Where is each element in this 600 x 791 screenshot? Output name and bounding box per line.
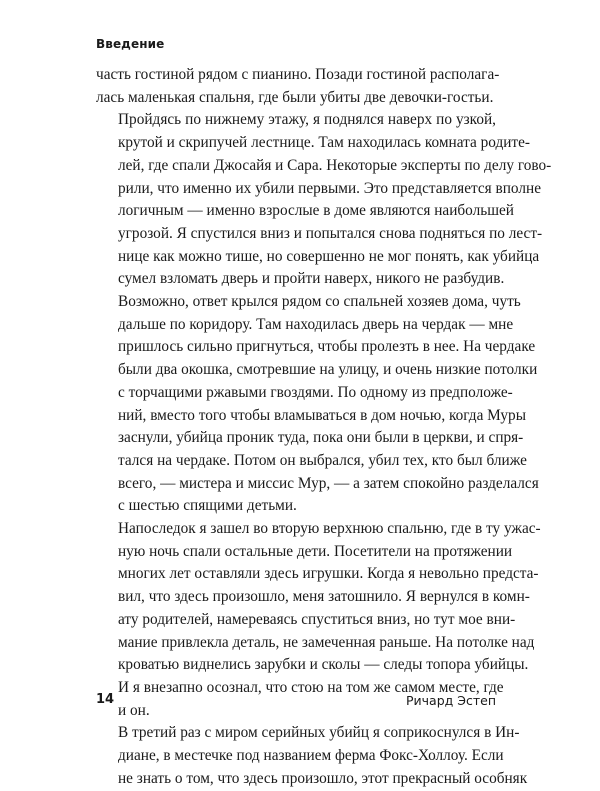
text-line: кроватью виднелись зарубки и сколы — следы топора убийцы. [118, 656, 529, 674]
text-line: ную ночь спали остальные дети. Посетители на протяжении [118, 542, 513, 560]
text-line: ний, вместо того чтобы вламываться в дом ночью, когда Муры [118, 406, 526, 424]
paragraph [96, 64, 500, 109]
text-line: лей, где спали Джосайя и Сара. Некоторые эксперты по делу гово- [118, 156, 552, 174]
text-line: и он. [118, 701, 150, 719]
text-line: В третий раз с миром серийных убийц я соприкоснулся в Ин- [118, 724, 520, 742]
text-line: ату родителей, намереваясь спуститься вниз, но тут мое вни- [118, 610, 516, 628]
text-line: с торчащими ржавыми гвоздями. По одному из предположе- [118, 383, 513, 401]
text-line: были два окошка, смотревшие на улицу, и очень низкие потолки [118, 361, 538, 379]
text-line: заснули, убийца проник туда, пока они были в церкви, и спря- [118, 429, 524, 447]
text-line: всего, — мистера и миссис Мур, — а затем спокойно разделался [118, 474, 539, 492]
text-line: мание привлекла деталь, не замеченная раньше. На потолке над [118, 633, 535, 651]
text-line: нице как можно тише, но совершенно не мог понять, как убийца [118, 247, 540, 265]
text-line: логичным — именно взрослые в доме являются наибольшей [118, 202, 514, 220]
paragraph [96, 109, 552, 291]
text-line: И я внезапно осознал, что стою на том же самом месте, где [118, 678, 504, 696]
paragraph [96, 722, 528, 790]
text-line: Возможно, ответ крылся рядом со спальней хозяев дома, чуть [118, 293, 521, 311]
text-line: рили, что именно их убили первыми. Это представляется вполне [118, 179, 541, 197]
text-line: сумел взломать дверь и пройти наверх, никого не разбудив. [118, 270, 505, 288]
text-line: Напоследок я зашел во вторую верхнюю спальню, где в ту ужас- [118, 520, 541, 538]
text-line: вил, что здесь произошло, меня затошнило. Я вернулся в комн- [118, 588, 530, 606]
text-line: пришлось сильно пригнуться, чтобы пролезть в нее. На чердаке [118, 338, 536, 356]
body-text [96, 64, 552, 791]
page-number: 14 [96, 692, 115, 707]
paragraph [96, 291, 539, 518]
text-line: угрозой. Я спустился вниз и попытался снова подняться по лест- [118, 224, 543, 242]
text-line: часть гостиной рядом с пианино. Позади гостиной располага- [96, 66, 500, 83]
running-head-section-title: Введение [96, 37, 165, 51]
text-line: с шестью спящими детьми. [118, 497, 297, 515]
text-line: не знать о том, что здесь произошло, этот прекрасный особняк [118, 769, 528, 787]
text-line: дальше по коридору. Там находилась дверь на чердак — мне [118, 315, 514, 333]
text-line: крутой и скрипучей лестнице. Там находилась комната родите- [118, 134, 530, 152]
paragraph [96, 518, 541, 677]
running-foot-author: Ричард Эстеп [405, 693, 496, 708]
text-line: диане, в местечке под названием ферма Фокс-Холлоу. Если [118, 747, 504, 765]
text-line: тался на чердаке. Потом он выбрался, убил тех, кто был ближе [118, 451, 527, 469]
text-line: многих лет оставляли здесь игрушки. Когда я невольно предста- [118, 565, 539, 583]
text-line: лась маленькая спальня, где были убиты две девочки-гостьи. [96, 88, 494, 106]
text-line: Пройдясь по нижнему этажу, я поднялся наверх по узкой, [118, 111, 496, 129]
